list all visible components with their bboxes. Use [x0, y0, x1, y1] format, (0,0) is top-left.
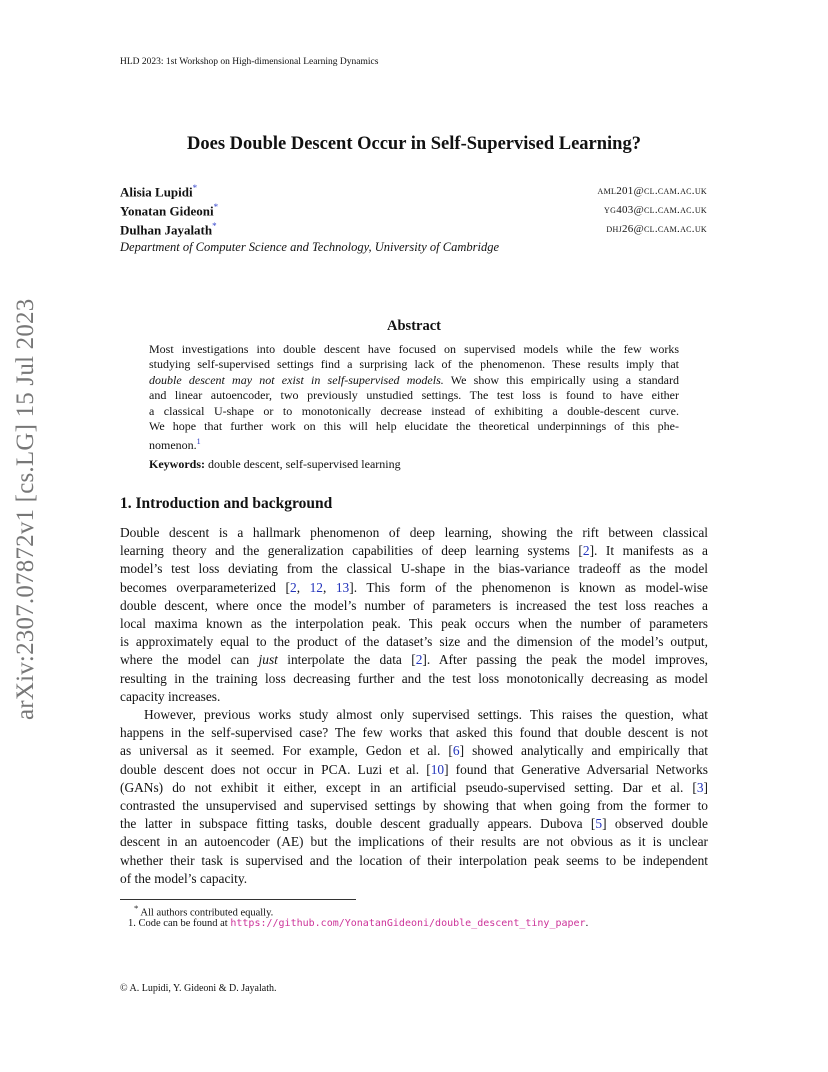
- code-link[interactable]: https://github.com/YonatanGideoni/double_descent_tiny_paper: [230, 918, 586, 929]
- running-header: HLD 2023: 1st Workshop on High-dimensional Learning Dynamics: [120, 57, 379, 67]
- abstract-line: Most investigations into double descent have focused on supervised models while the few works: [149, 342, 679, 356]
- abstract-line: and linear autoencoder, two previously unstudied settings. The test loss is found to have either: [149, 388, 679, 403]
- abstract-line: a classical U-shape or to monotonically decrease instead of exhibiting a double-descent curve.: [149, 403, 679, 418]
- body-line: is approximately equal to the product of the dataset’s size and the dimension of the model’s output,: [120, 634, 708, 650]
- body-line: descent in an autoencoder (AE) but the implications of their results are not obvious as it is unclear: [120, 834, 708, 850]
- email-3: dhj26@cl.cam.ac.uk: [606, 223, 707, 235]
- body-line: happens in the self-supervised case? The few works that asked this found that double descent is not: [120, 725, 708, 741]
- paper-title: Does Double Descent Occur in Self-Supervised Learning?: [187, 134, 641, 154]
- abstract-line: nomenon.$^1$: [149, 437, 201, 453]
- footnote-code: 1. Code can be found at https://github.com/YonatanGideoni/double_descent_tiny_paper.: [128, 918, 589, 929]
- body-line: model’s test loss deviating from the classical U-shape in the bias-variance tradeoff as the model: [120, 561, 708, 577]
- body-line: (GANs) do not exhibit it either, except in an artificial pseudo-supervised setting. Dar et al. [3]: [120, 779, 708, 795]
- email-2: yg403@cl.cam.ac.uk: [604, 204, 707, 216]
- body-line: Double descent is a hallmark phenomenon of deep learning, showing the rift between classical: [120, 525, 708, 540]
- abstract-text: [149, 342, 679, 454]
- footnote-equal: * All authors contributed equally.: [134, 903, 274, 919]
- body-line: contrasted the unsupervised and supervised settings by showing that when going from the former to: [120, 798, 708, 814]
- affiliation: Department of Computer Science and Technology, University of Cambridge: [120, 240, 499, 254]
- arxiv-identifier: arXiv:2307.07872v1 [cs.LG] 15 Jul 2023: [12, 298, 39, 720]
- body-line: resulting in the training loss decreasing further and the test loss monotonically decreasing as model: [120, 670, 708, 686]
- body-line: of the model’s capacity.: [120, 870, 248, 886]
- abstract-line: double descent may not exist in self-supervised models. We show this empirically using a standard: [149, 372, 679, 387]
- keywords: Keywords: double descent, self-supervised learning: [149, 457, 401, 471]
- citation-link[interactable]: 12: [309, 579, 323, 595]
- author-2: Yonatan Gideoni*: [120, 202, 219, 219]
- body-line: becomes overparameterized [2, 12, 13]. This form of the phenomenon is known as model-wise: [120, 579, 708, 595]
- copyright: © A. Lupidi, Y. Gideoni & D. Jayalath.: [120, 983, 277, 994]
- abstract-line: We hope that further work on this will help elucidate the theoretical underpinnings of this phe-: [149, 419, 679, 434]
- body-line: However, previous works study almost only supervised settings. This raises the question, what: [144, 707, 708, 723]
- footnote-rule: [120, 899, 356, 900]
- citation-link[interactable]: 10: [430, 761, 445, 777]
- body-line: learning theory and the generalization capabilities of deep learning systems [2]. It manifests as a: [120, 543, 709, 559]
- body-line: whether their task is supervised and the location of their interpolation peak seems to be independent: [120, 852, 708, 868]
- email-1: aml201@cl.cam.ac.uk: [597, 185, 707, 197]
- citation-link[interactable]: 5: [595, 816, 603, 832]
- body-line: where the model can just interpolate the data [2]. After passing the peak the model improves,: [120, 652, 708, 668]
- body-text: [120, 524, 708, 888]
- abstract-heading: Abstract: [387, 318, 441, 334]
- section-heading: 1. Introduction and background: [120, 495, 333, 512]
- citation-link[interactable]: 2: [415, 652, 423, 668]
- citation-link[interactable]: 13: [335, 579, 350, 595]
- body-line: capacity increases.: [120, 688, 221, 704]
- abstract-line: studying self-supervised settings find a surprising lack of the phenomenon. These results imply that: [149, 357, 679, 372]
- body-line: double descent does not occur in PCA. Luzi et al. [10] found that Generative Adversarial Networks: [120, 761, 708, 777]
- body-line: local maxima known as the interpolation peak. This peak occurs when the number of parameters: [120, 616, 708, 632]
- body-line: the latter in subspace fitting tasks, double descent gradually appears. Dubova [5] observed double: [120, 816, 708, 832]
- citation-link[interactable]: 3: [696, 779, 704, 795]
- citation-link[interactable]: 2: [582, 543, 590, 559]
- citation-link[interactable]: 2: [289, 579, 297, 595]
- author-1: Alisia Lupidi*: [120, 183, 198, 200]
- citation-link[interactable]: 6: [452, 743, 460, 759]
- footnote-link[interactable]: 1: [196, 437, 201, 447]
- body-line: double descent, where once the model’s number of parameters is increased the test loss reaches a: [120, 597, 708, 613]
- body-line: as universal as it seemed. For example, Gedon et al. [6] showed analytically and empirically that: [120, 743, 708, 759]
- author-3: Dulhan Jayalath*: [120, 221, 217, 238]
